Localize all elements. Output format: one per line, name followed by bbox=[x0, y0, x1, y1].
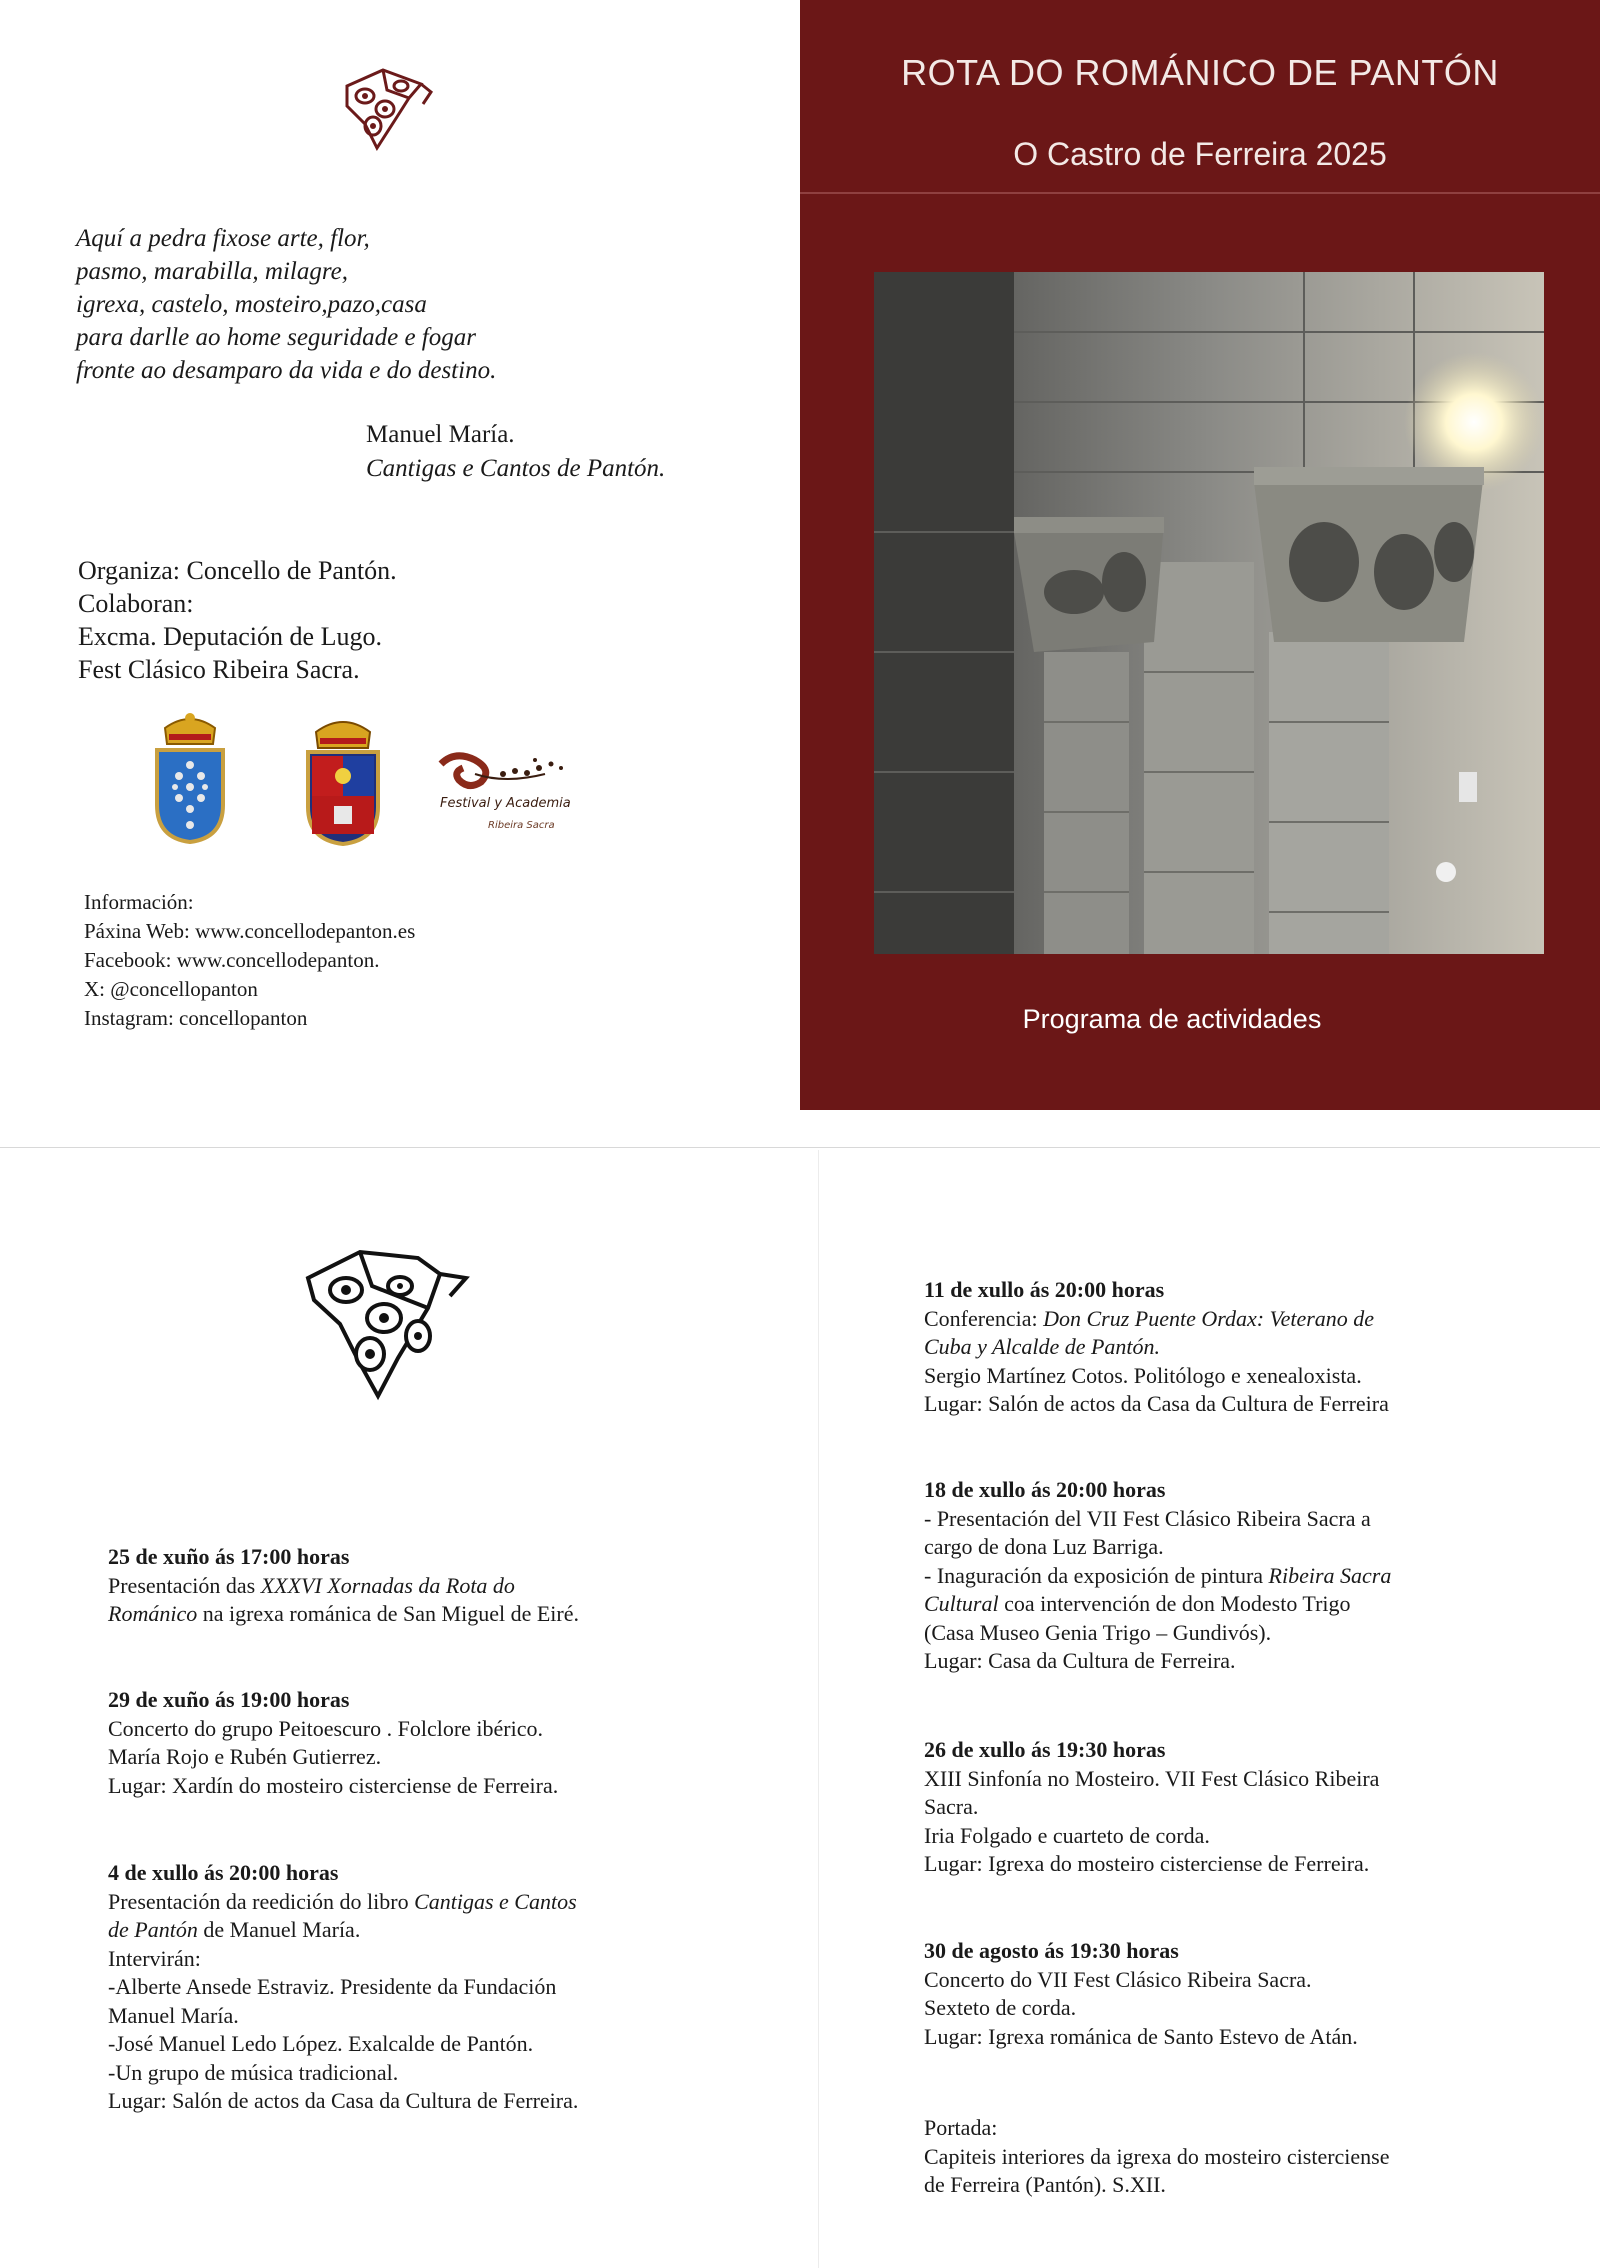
event-text: Sexteto de corda. bbox=[924, 1995, 1077, 2020]
event-detail-line bbox=[108, 1772, 558, 1801]
event-date: 30 de agosto ás 19:30 horas bbox=[924, 1938, 1179, 1963]
event-detail-line bbox=[924, 1390, 1389, 1419]
event-detail-line bbox=[108, 1600, 579, 1629]
cover-divider bbox=[800, 192, 1600, 194]
poem bbox=[76, 222, 716, 387]
poem-attribution bbox=[366, 418, 665, 486]
event-detail-line bbox=[924, 1305, 1389, 1334]
cover-title: ROTA DO ROMÁNICO DE PANTÓN bbox=[901, 52, 1499, 93]
event-text: Concerto do grupo Peitoescuro . Folclore ibérico. bbox=[108, 1715, 544, 1741]
event-text: coa intervención de don Modesto Trigo bbox=[998, 1591, 1351, 1616]
event-detail-line bbox=[924, 1966, 1358, 1995]
event-detail-line bbox=[108, 2002, 578, 2031]
event-detail-line bbox=[108, 1715, 558, 1744]
info-line: Información: bbox=[84, 890, 194, 914]
info-line: Páxina Web: www.concellodepanton.es bbox=[84, 919, 416, 943]
fold-line bbox=[818, 1150, 819, 2268]
event-detail-line bbox=[924, 1619, 1391, 1648]
event-text: Presentación das bbox=[108, 1572, 261, 1598]
event-detail-line bbox=[924, 1333, 1389, 1362]
event-detail-line bbox=[108, 1888, 578, 1917]
festival-logo-text: Festival y Academia bbox=[440, 796, 571, 811]
event-text: - Inaguración da exposición de pintura bbox=[924, 1562, 1269, 1588]
event-detail-line bbox=[108, 1743, 558, 1772]
program-event bbox=[924, 1937, 1358, 2051]
festival-logo-subtext: Ribeira Sacra bbox=[488, 820, 555, 831]
event-text: XIII Sinfonía no Mosteiro. VII Fest Clásico Ribeira bbox=[924, 1765, 1380, 1791]
credit-line: Fest Clásico Ribeira Sacra. bbox=[78, 655, 360, 684]
event-text: Sergio Martínez Cotos. Politólogo e xenealoxista. bbox=[924, 1362, 1362, 1388]
romanesque-capitals-photo-icon bbox=[874, 272, 1544, 954]
event-date: 11 de xullo ás 20:00 horas bbox=[924, 1277, 1165, 1302]
event-italic-text: Cantigas e Cantos bbox=[414, 1888, 577, 1914]
event-text: de Manuel María. bbox=[197, 1917, 361, 1942]
event-detail-line bbox=[924, 2023, 1358, 2052]
event-detail-line bbox=[924, 1850, 1379, 1879]
event-text: na igrexa románica de San Miguel de Eiré. bbox=[197, 1601, 580, 1626]
event-text: -Alberte Ansede Estraviz. Presidente da Fundación bbox=[108, 1974, 557, 1999]
poem-line: para darlle ao home seguridade e fogar bbox=[76, 324, 476, 351]
event-text: Lugar: Salón de actos da Casa da Cultura de Ferreira. bbox=[108, 2088, 579, 2113]
program-event bbox=[108, 1543, 579, 1629]
credit-line: Colaboran: bbox=[78, 589, 194, 618]
contact-info bbox=[84, 888, 415, 1033]
credit-line: Excma. Deputación de Lugo. bbox=[78, 622, 382, 651]
event-text: Lugar: Igrexa do mosteiro cisterciense de Ferreira. bbox=[924, 1851, 1370, 1876]
event-text: cargo de dona Luz Barriga. bbox=[924, 1534, 1164, 1559]
event-detail-line bbox=[108, 1945, 578, 1974]
event-detail-line bbox=[108, 1572, 579, 1601]
event-text: - Presentación del VII Fest Clásico Ribeira Sacra a bbox=[924, 1505, 1371, 1531]
author-name: Manuel María. bbox=[366, 421, 515, 448]
event-text: Concerto do VII Fest Clásico Ribeira Sacra. bbox=[924, 1966, 1312, 1992]
cover-credit-line: Capiteis interiores da igrexa do mosteiro cisterciense bbox=[924, 2143, 1390, 2169]
event-text: Sacra. bbox=[924, 1794, 979, 1819]
event-detail-line bbox=[924, 1362, 1389, 1391]
program-event bbox=[924, 1276, 1389, 1419]
event-italic-text: Ribeira Sacra bbox=[1268, 1562, 1392, 1588]
program-event bbox=[108, 1686, 558, 1800]
event-detail-line bbox=[108, 2087, 578, 2116]
event-detail-line bbox=[924, 1590, 1391, 1619]
event-text: -Un grupo de música tradicional. bbox=[108, 2059, 399, 2085]
poem-line: fronte ao desamparo da vida e do destino. bbox=[76, 357, 497, 384]
event-text: (Casa Museo Genia Trigo – Gundivós). bbox=[924, 1619, 1272, 1645]
romanesque-capital-logo-icon bbox=[300, 1238, 480, 1408]
cover-credit bbox=[924, 2114, 1390, 2200]
event-detail-line bbox=[924, 1822, 1379, 1851]
event-text: Lugar: Salón de actos da Casa da Cultura de Ferreira bbox=[924, 1391, 1389, 1416]
romanesque-capital-logo-icon bbox=[325, 64, 445, 164]
poem-line: Aquí a pedra fixose arte, flor, bbox=[76, 225, 370, 252]
event-detail-line bbox=[924, 1647, 1391, 1676]
galicia-coat-of-arms-icon bbox=[145, 710, 235, 845]
poem-line: igrexa, castelo, mosteiro,pazo,casa bbox=[76, 291, 427, 318]
event-date: 4 de xullo ás 20:00 horas bbox=[108, 1860, 339, 1885]
event-italic-text: de Pantón bbox=[108, 1917, 198, 1942]
event-italic-text: Románico bbox=[108, 1601, 198, 1626]
event-text: Lugar: Igrexa románica de Santo Estevo de Atán. bbox=[924, 2023, 1358, 2049]
program-event bbox=[924, 1476, 1391, 1676]
event-text: Conferencia: bbox=[924, 1305, 1044, 1331]
event-text: Lugar: Casa da Cultura de Ferreira. bbox=[924, 1648, 1236, 1673]
event-detail-line bbox=[108, 2030, 578, 2059]
event-text: Presentación da reedición do libro bbox=[108, 1888, 415, 1914]
cover-credit-line: Portada: bbox=[924, 2115, 998, 2140]
book-title: Cantigas e Cantos de Pantón. bbox=[366, 455, 666, 482]
event-text: Manuel María. bbox=[108, 2002, 239, 2028]
event-detail-line bbox=[108, 1973, 578, 2002]
event-detail-line bbox=[924, 1793, 1379, 1822]
event-detail-line bbox=[924, 1533, 1391, 1562]
event-text: María Rojo e Rubén Gutierrez. bbox=[108, 1744, 382, 1769]
cover-subtitle: O Castro de Ferreira 2025 bbox=[1013, 136, 1387, 172]
credits bbox=[78, 554, 397, 686]
event-detail-line bbox=[924, 1505, 1391, 1534]
poem-line: pasmo, marabilla, milagre, bbox=[76, 258, 348, 285]
event-date: 25 de xuño ás 17:00 horas bbox=[108, 1544, 350, 1569]
event-detail-line bbox=[924, 1994, 1358, 2023]
credit-line: Organiza: Concello de Pantón. bbox=[78, 556, 397, 585]
event-italic-text: Don Cruz Puente Ordax: Veterano de bbox=[1043, 1305, 1375, 1331]
cover-program-label: Programa de actividades bbox=[1022, 1004, 1322, 1034]
event-italic-text: XXXVI Xornadas da Rota do bbox=[260, 1572, 515, 1598]
event-detail-line bbox=[924, 1765, 1379, 1794]
event-italic-text: Cultural bbox=[924, 1591, 999, 1616]
event-text: Lugar: Xardín do mosteiro cisterciense de Ferreira. bbox=[108, 1772, 559, 1798]
info-line: Instagram: concellopanton bbox=[84, 1006, 308, 1030]
program-event bbox=[108, 1859, 578, 2116]
event-date: 29 de xuño ás 19:00 horas bbox=[108, 1687, 350, 1712]
cover-credit-line: de Ferreira (Pantón). S.XII. bbox=[924, 2172, 1166, 2197]
program-event bbox=[924, 1736, 1379, 1879]
event-detail-line bbox=[108, 2059, 578, 2088]
event-text: -José Manuel Ledo López. Exalcalde de Pantón. bbox=[108, 2031, 534, 2056]
event-detail-line bbox=[108, 1916, 578, 1945]
event-text: Intervirán: bbox=[108, 1945, 201, 1971]
event-text: Iria Folgado e cuarteto de corda. bbox=[924, 1822, 1210, 1848]
event-detail-line bbox=[924, 1562, 1391, 1591]
info-line: Facebook: www.concellodepanton. bbox=[84, 948, 380, 972]
panton-coat-of-arms-icon bbox=[298, 712, 388, 847]
page-divider bbox=[0, 1147, 1600, 1148]
event-date: 18 de xullo ás 20:00 horas bbox=[924, 1477, 1166, 1502]
event-italic-text: Cuba y Alcalde de Pantón. bbox=[924, 1334, 1161, 1359]
info-line: X: @concellopanton bbox=[84, 977, 258, 1001]
event-date: 26 de xullo ás 19:30 horas bbox=[924, 1737, 1166, 1762]
